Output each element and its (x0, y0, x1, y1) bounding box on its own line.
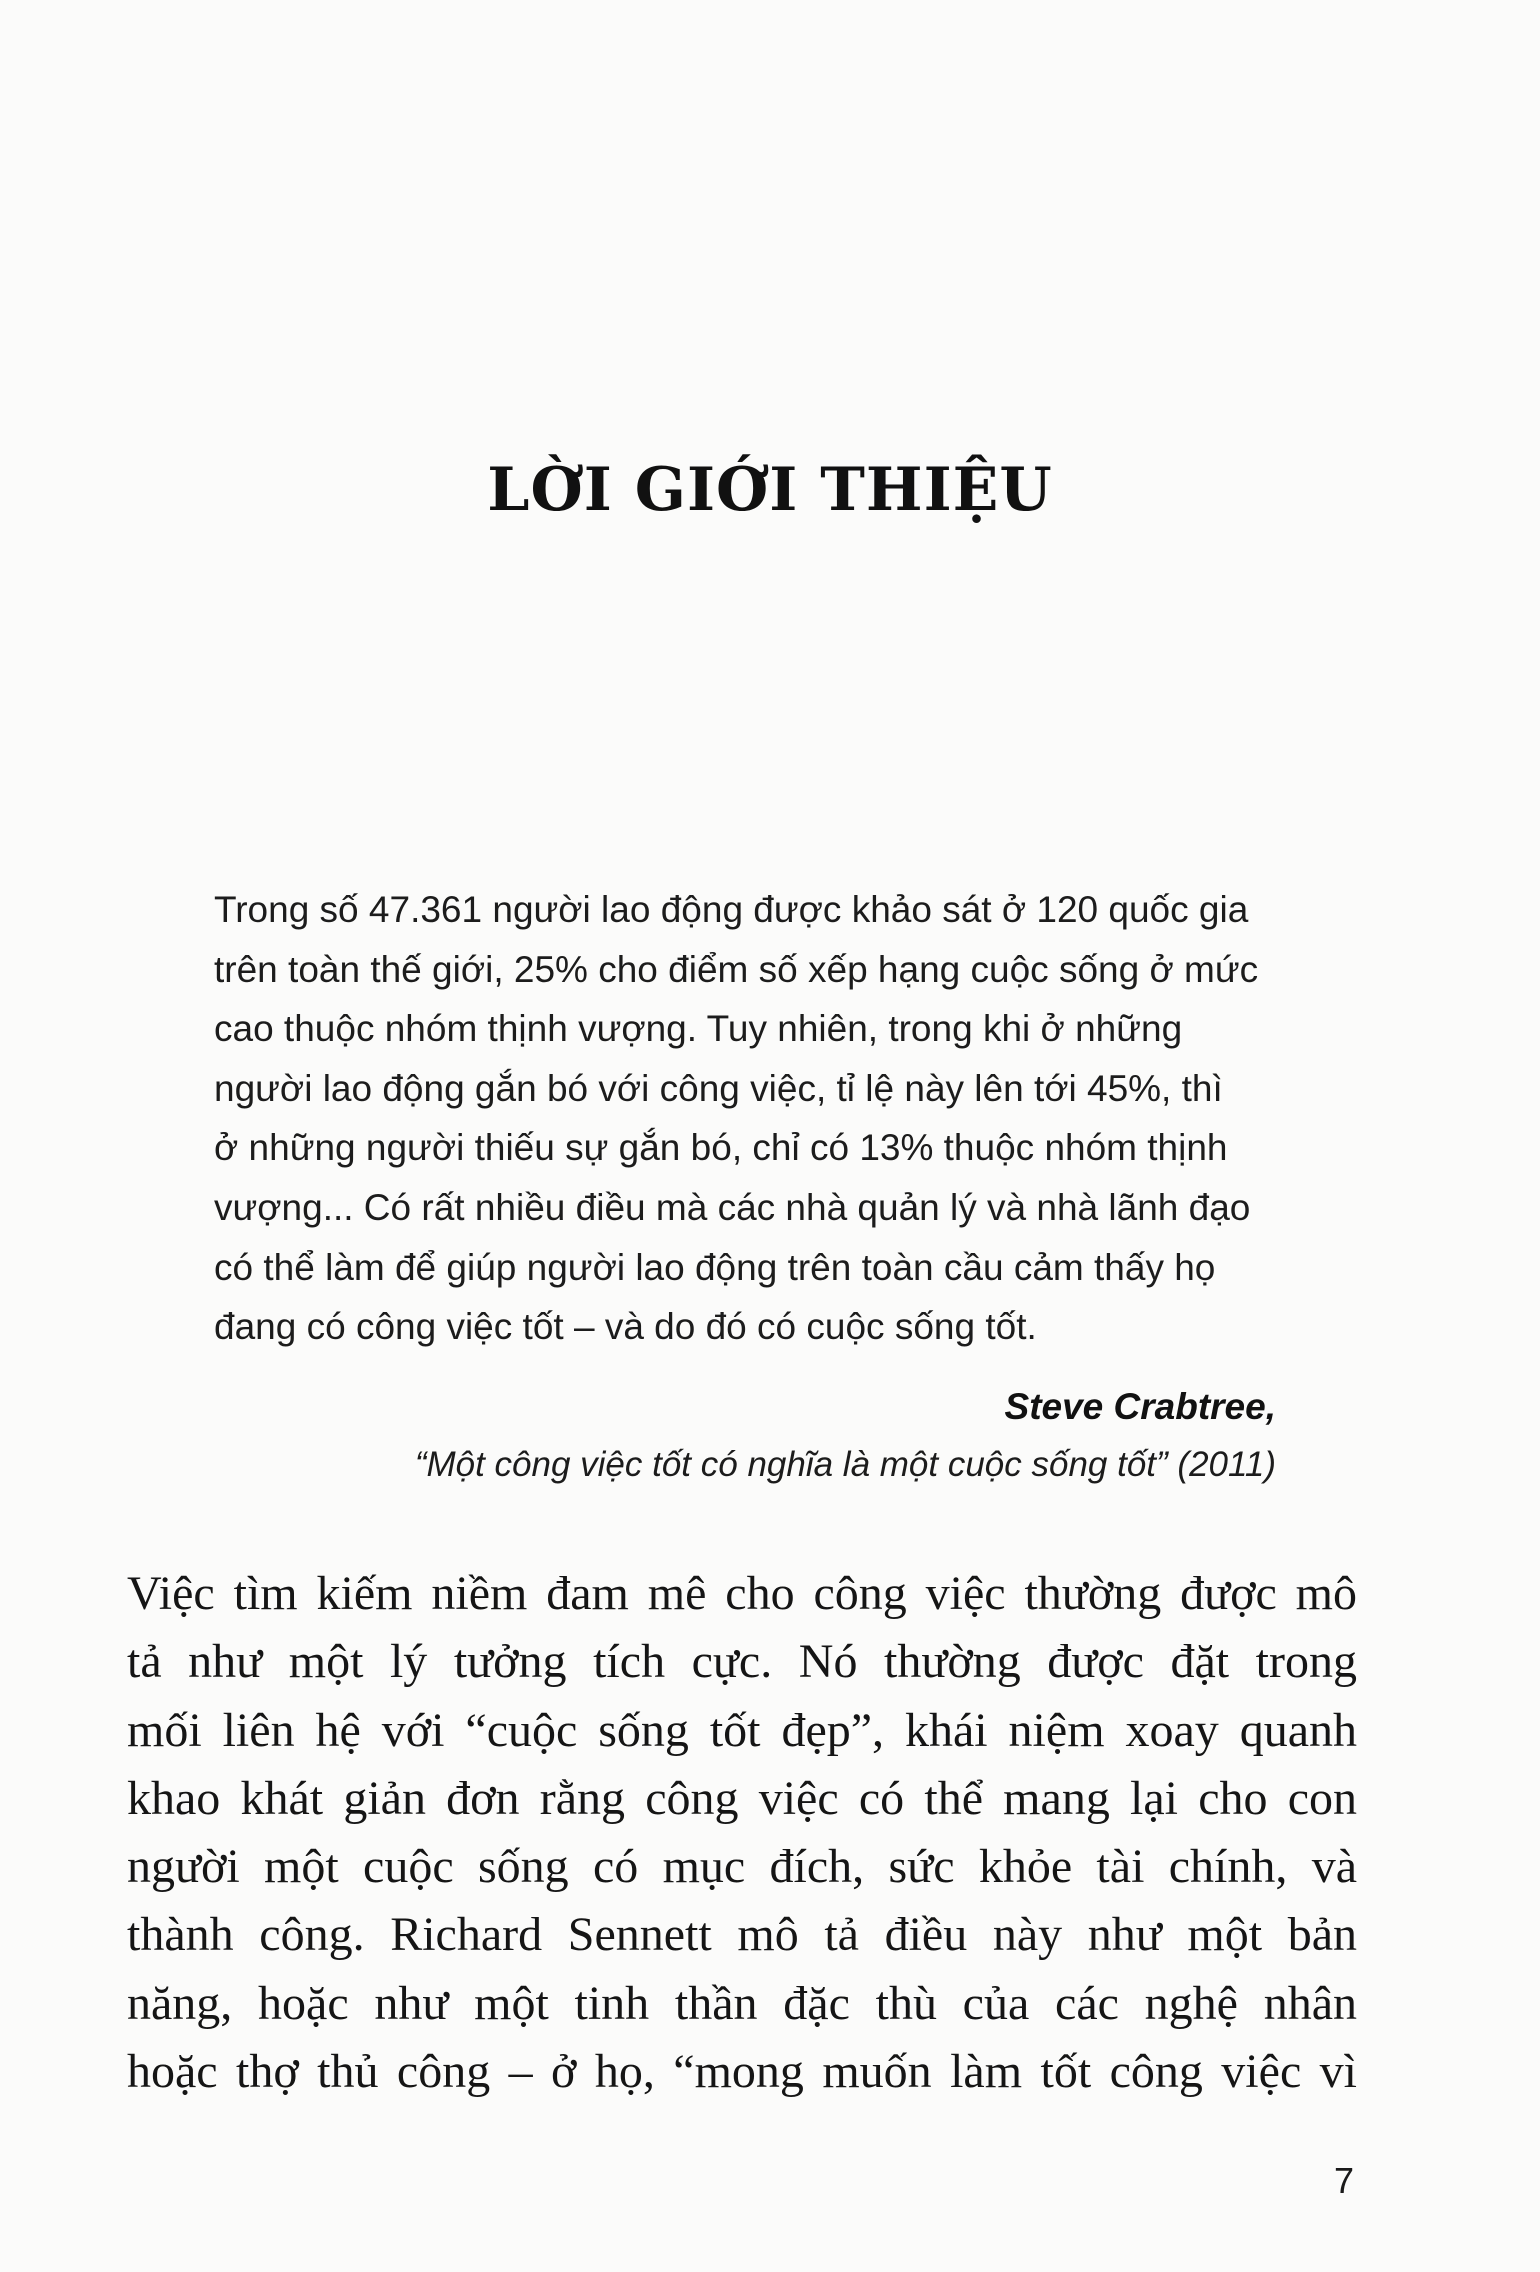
page-number: 7 (1333, 2160, 1354, 2201)
body-line: hoặc thợ thủ công – ở họ, “mong muốn làm tốt công việc vì (127, 2045, 1357, 2099)
body-line: năng, hoặc như một tinh thần đặc thù của các nghệ nhân (127, 1976, 1357, 2030)
body-line: mối liên hệ với “cuộc sống tốt đẹp”, khái niệm xoay quanh (127, 1703, 1357, 1757)
page-title: LỜI GIỚI THIỆU (487, 455, 1053, 525)
epigraph-line: đang có công việc tốt – và do đó có cuộc sống tốt. (214, 1306, 1037, 1348)
epigraph-line: trên toàn thế giới, 25% cho điểm số xếp hạng cuộc sống ở mức (214, 948, 1259, 990)
body-line: thành công. Richard Sennett mô tả điều này như một bản (127, 1908, 1357, 1962)
body-line: tả như một lý tưởng tích cực. Nó thường được đặt trong (127, 1635, 1357, 1689)
epigraph-line: Trong số 47.361 người lao động được khảo sát ở 120 quốc gia (214, 889, 1249, 930)
epigraph-line: có thể làm để giúp người lao động trên toàn cầu cảm thấy họ (214, 1246, 1216, 1288)
epigraph-source: “Một công việc tốt có nghĩa là một cuộc sống tốt” (2011) (414, 1445, 1276, 1484)
body-line: người một cuộc sống có mục đích, sức khỏe tài chính, và (127, 1840, 1357, 1894)
body-line: khao khát giản đơn rằng công việc có thể mang lại cho con (127, 1771, 1357, 1825)
body-line: Việc tìm kiếm niềm đam mê cho công việc thường được mô (127, 1567, 1357, 1620)
epigraph-quote (214, 880, 1276, 1357)
epigraph-author: Steve Crabtree, (1004, 1386, 1276, 1427)
body-paragraph (127, 1560, 1357, 2106)
epigraph-line: vượng... Có rất nhiều điều mà các nhà quản lý và nhà lãnh đạo (214, 1186, 1251, 1228)
epigraph-line: cao thuộc nhóm thịnh vượng. Tuy nhiên, trong khi ở những (214, 1008, 1183, 1050)
epigraph-attribution (415, 1378, 1276, 1494)
epigraph-line: ở những người thiếu sự gắn bó, chỉ có 13% thuộc nhóm thịnh (214, 1127, 1228, 1169)
epigraph-line: người lao động gắn bó với công việc, tỉ lệ này lên tới 45%, thì (214, 1067, 1223, 1109)
